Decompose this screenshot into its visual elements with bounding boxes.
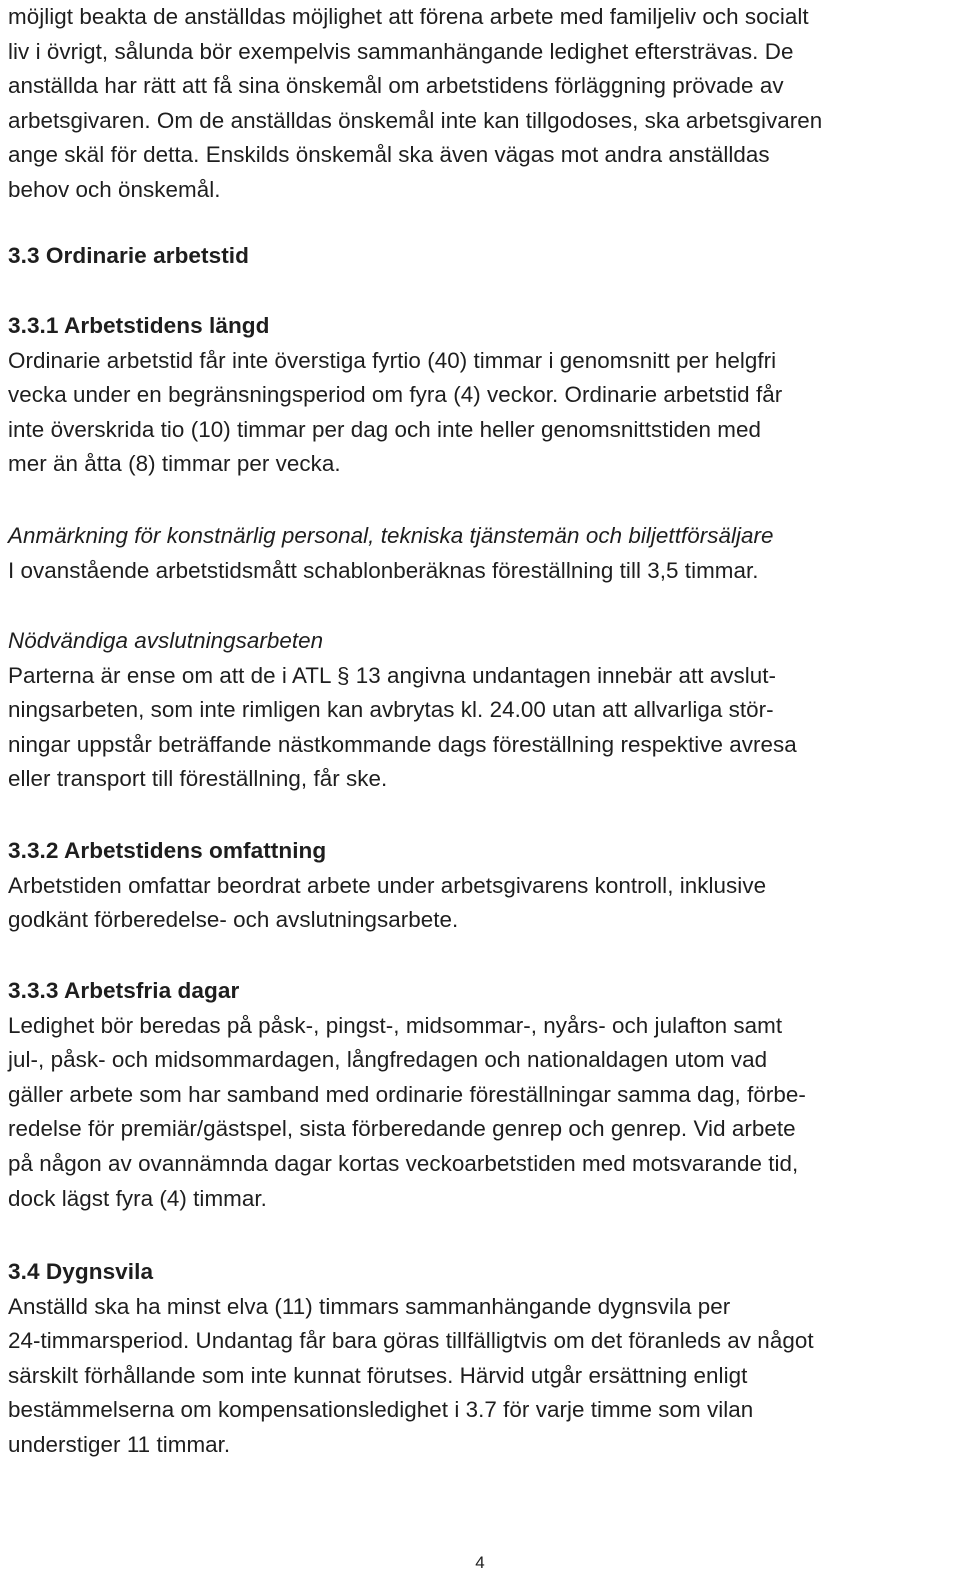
text-line: ange skäl för detta. Enskilds önskemål ska även vägas mot andra anställdas xyxy=(8,142,770,168)
text-line: jul-, påsk- och midsommardagen, långfredagen och nationaldagen utom vad xyxy=(8,1047,768,1073)
text-line: bestämmelserna om kompensationsledighet i 3.7 för varje timme som vilan xyxy=(8,1397,754,1423)
text-line: gäller arbete som har samband med ordinarie föreställningar samma dag, förbe- xyxy=(8,1081,806,1107)
text-line: I ovanstående arbetstidsmått schablonberäknas föreställning till 3,5 timmar. xyxy=(8,557,759,583)
text-line: på någon av ovannämnda dagar kortas veckoarbetstiden med motsvarande tid, xyxy=(8,1150,799,1176)
section-3-4 xyxy=(8,1255,814,1463)
section-heading: 3.3.3 Arbetsfria dagar xyxy=(8,978,240,1003)
section-3-3-3 xyxy=(8,974,806,1216)
note-closing-work xyxy=(8,624,797,797)
note-heading: Anmärkning för konstnärlig personal, tekniska tjänstemän och biljettförsäljare xyxy=(8,523,774,548)
text-line: liv i övrigt, sålunda bör exempelvis sammanhängande ledighet eftersträvas. De xyxy=(8,38,794,64)
text-line: dock lägst fyra (4) timmar. xyxy=(8,1185,267,1211)
text-line: godkänt förberedelse- och avslutningsarbete. xyxy=(8,907,459,933)
intro-paragraph xyxy=(8,0,822,208)
note-artistic-personnel xyxy=(8,519,774,588)
text-line: Anställd ska ha minst elva (11) timmars sammanhängande dygnsvila per xyxy=(8,1293,731,1319)
section-heading: 3.3.1 Arbetstidens längd xyxy=(8,313,270,338)
text-line: vecka under en begränsningsperiod om fyra (4) veckor. Ordinarie arbetstid får xyxy=(8,382,783,408)
text-line: ningsarbeten, som inte rimligen kan avbrytas kl. 24.00 utan att allvarliga stör- xyxy=(8,697,774,723)
text-line: Ordinarie arbetstid får inte överstiga fyrtio (40) timmar i genomsnitt per helgfri xyxy=(8,347,777,373)
text-line: redelse för premiär/gästspel, sista förberedande genrep och genrep. Vid arbete xyxy=(8,1116,796,1142)
text-line: möjligt beakta de anställdas möjlighet att förena arbete med familjeliv och socialt xyxy=(8,4,809,29)
text-line: Arbetstiden omfattar beordrat arbete under arbetsgivarens kontroll, inklusive xyxy=(8,872,767,898)
section-heading-3-3: 3.3 Ordinarie arbetstid xyxy=(8,243,249,268)
text-line: 24-timmarsperiod. Undantag får bara göras tillfälligtvis om det föranleds av något xyxy=(8,1328,814,1354)
text-line: anställda har rätt att få sina önskemål om arbetstidens förläggning prövade av xyxy=(8,73,784,99)
section-heading: 3.3.2 Arbetstidens omfattning xyxy=(8,838,327,863)
text-line: särskilt förhållande som inte kunnat förutses. Härvid utgår ersättning enligt xyxy=(8,1362,748,1388)
text-line: Parterna är ense om att de i ATL § 13 angivna undantagen innebär att avslut- xyxy=(8,662,777,688)
section-3-3-1 xyxy=(8,309,782,482)
text-line: ningar uppstår beträffande nästkommande dags föreställning respektive avresa xyxy=(8,731,797,757)
text-line: eller transport till föreställning, får ske. xyxy=(8,766,388,792)
section-heading: 3.4 Dygnsvila xyxy=(8,1259,154,1284)
section-3-3-2 xyxy=(8,834,766,938)
text-line: inte överskrida tio (10) timmar per dag och inte heller genomsnittstiden med xyxy=(8,416,761,442)
note-heading: Nödvändiga avslutningsarbeten xyxy=(8,628,324,653)
text-line: Ledighet bör beredas på påsk-, pingst-, midsommar-, nyårs- och julafton samt xyxy=(8,1012,783,1038)
text-line: mer än åtta (8) timmar per vecka. xyxy=(8,451,341,477)
text-line: understiger 11 timmar. xyxy=(8,1431,231,1457)
page-number: 4 xyxy=(475,1553,485,1572)
text-line: behov och önskemål. xyxy=(8,176,221,202)
text-line: arbetsgivaren. Om de anställdas önskemål inte kan tillgodoses, ska arbetsgivaren xyxy=(8,107,823,133)
